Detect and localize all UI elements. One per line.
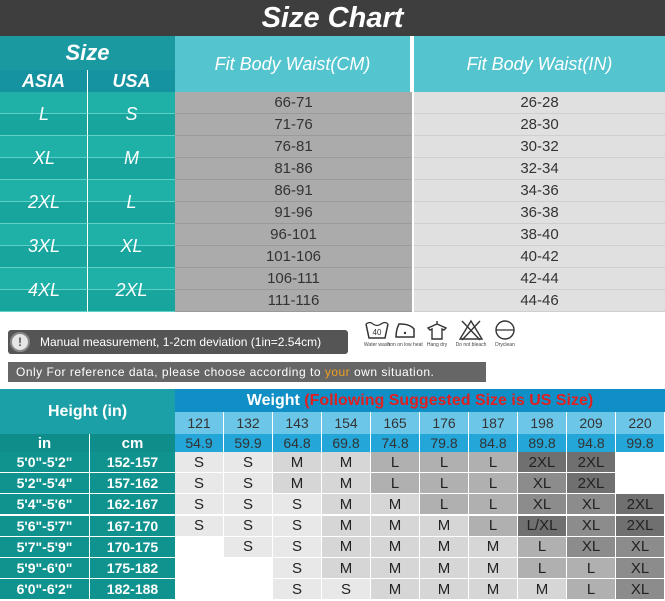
size-grid-cell: M — [322, 537, 371, 558]
size-grid-cell: L — [469, 494, 518, 515]
size-grid-cell: L — [469, 452, 518, 473]
size-grid-cell: S — [224, 494, 273, 515]
height-in-cell: 6'0"-6'2" — [0, 579, 90, 600]
size-grid-cell: M — [469, 558, 518, 579]
size-grid-cell: M — [371, 516, 420, 537]
waist-cm-cell: 111-116 — [175, 290, 412, 312]
size-grid-cell: L — [420, 494, 469, 515]
lbs-header-cell: 187 — [469, 412, 518, 434]
info-icon: ! — [10, 332, 30, 352]
waist-cm-cell: 101-106 — [175, 246, 412, 268]
asia-size-label: L — [38, 103, 49, 124]
height-header: Height (in) — [0, 389, 175, 434]
lbs-header-cell: 198 — [518, 412, 567, 434]
size-grid-cell: M — [518, 579, 567, 600]
size-grid-cell: S — [175, 516, 224, 537]
size-grid-cell: 2XL — [567, 452, 616, 473]
size-grid-cell — [224, 558, 273, 579]
cm-unit-label: cm — [90, 434, 175, 452]
size-grid-cell: M — [371, 537, 420, 558]
size-grid-cell: XL — [616, 579, 665, 600]
waist-in-cell: 40-42 — [414, 246, 665, 268]
size-grid-cell: S — [273, 579, 322, 600]
size-grid-cell: L — [518, 537, 567, 558]
size-grid-cell: M — [322, 558, 371, 579]
size-grid-cell: L/XL — [518, 516, 567, 537]
size-grid-cell: M — [420, 579, 469, 600]
size-grid-cell: XL — [616, 558, 665, 579]
size-grid-cell: M — [371, 494, 420, 515]
size-grid-cell: S — [273, 516, 322, 537]
waist-in-cell: 26-28 — [414, 92, 665, 114]
size-grid-cell: S — [175, 473, 224, 494]
weight-header: Weight (Following Suggested Size is US Size) — [175, 389, 665, 412]
kg-header-cell: 54.9 — [175, 434, 224, 452]
lbs-header-cell: 220 — [616, 412, 665, 434]
lbs-header-cell: 121 — [175, 412, 224, 434]
asia-size-label: 2XL — [27, 191, 61, 212]
size-grid-cell: S — [273, 558, 322, 579]
size-grid-cell: M — [322, 452, 371, 473]
size-grid-cell: S — [175, 452, 224, 473]
kg-header-cell: 59.9 — [224, 434, 273, 452]
kg-header-cell: 74.8 — [371, 434, 420, 452]
waist-in-cell: 32-34 — [414, 158, 665, 180]
usa-size-label: S — [125, 103, 138, 124]
waist-cm-cell: 96-101 — [175, 224, 412, 246]
size-grid-cell: L — [567, 558, 616, 579]
size-grid-cell: XL — [518, 473, 567, 494]
height-cm-cell: 157-162 — [90, 473, 175, 494]
measurement-note: Manual measurement, 1-2cm deviation (1in=2.54cm) — [8, 330, 348, 354]
size-grid-cell: XL — [567, 516, 616, 537]
size-grid-cell: M — [322, 494, 371, 515]
height-cm-cell: 162-167 — [90, 494, 175, 515]
size-grid-cell: 2XL — [567, 473, 616, 494]
usa-header: USA — [88, 70, 175, 92]
size-grid-cell: L — [371, 452, 420, 473]
waist-cm-header: Fit Body Waist(CM) — [175, 36, 412, 92]
waist-cm-cell: 76-81 — [175, 136, 412, 158]
size-grid-cell: S — [224, 473, 273, 494]
lbs-header-cell: 165 — [371, 412, 420, 434]
waist-cm-cell: 66-71 — [175, 92, 412, 114]
height-in-cell: 5'7"-5'9" — [0, 537, 90, 558]
waist-in-cell: 36-38 — [414, 202, 665, 224]
size-grid-cell: M — [273, 452, 322, 473]
height-cm-cell: 182-188 — [90, 579, 175, 600]
hang-dry-icon: Hang dry — [418, 318, 456, 358]
size-grid-cell: L — [420, 473, 469, 494]
size-grid-cell — [616, 452, 665, 473]
height-in-cell: 5'0"-5'2" — [0, 452, 90, 473]
size-grid-cell: XL — [616, 537, 665, 558]
height-cm-cell: 167-170 — [90, 516, 175, 537]
size-grid-cell — [175, 579, 224, 600]
waist-in-header: Fit Body Waist(IN) — [414, 36, 665, 92]
svg-text:40: 40 — [372, 328, 382, 337]
waist-in-cell: 34-36 — [414, 180, 665, 202]
kg-header-cell: 94.8 — [567, 434, 616, 452]
size-grid-cell: L — [567, 579, 616, 600]
size-grid-cell: L — [371, 473, 420, 494]
size-grid-cell: S — [273, 537, 322, 558]
size-grid-cell: 2XL — [616, 516, 665, 537]
lbs-header-cell: 176 — [420, 412, 469, 434]
size-grid-cell: M — [371, 558, 420, 579]
wash-40-icon: 40 Water wash — [358, 318, 396, 358]
height-in-cell: 5'9"-6'0" — [0, 558, 90, 579]
size-grid-cell: M — [273, 473, 322, 494]
size-grid-cell: L — [420, 452, 469, 473]
size-grid-cell — [175, 558, 224, 579]
size-grid-cell: S — [175, 494, 224, 515]
lbs-header-cell: 143 — [273, 412, 322, 434]
size-header: Size — [0, 36, 175, 70]
usa-size-label: L — [126, 191, 137, 212]
size-grid-cell: XL — [567, 537, 616, 558]
asia-header: ASIA — [0, 70, 88, 92]
waist-in-cell: 42-44 — [414, 268, 665, 290]
size-grid-cell — [616, 473, 665, 494]
size-grid-cell: L — [469, 516, 518, 537]
kg-header-cell: 89.8 — [518, 434, 567, 452]
waist-cm-cell: 91-96 — [175, 202, 412, 224]
asia-size-label: XL — [32, 147, 56, 168]
kg-header-cell: 99.8 — [616, 434, 665, 452]
kg-header-cell: 64.8 — [273, 434, 322, 452]
waist-cm-cell: 71-76 — [175, 114, 412, 136]
size-grid-cell: S — [224, 516, 273, 537]
iron-low-icon: Iron on low heat — [386, 318, 424, 358]
waist-in-cell: 30-32 — [414, 136, 665, 158]
kg-header-cell: 79.8 — [420, 434, 469, 452]
waist-in-cell: 38-40 — [414, 224, 665, 246]
dryclean-icon: Dryclean — [486, 318, 524, 358]
page-title: Size Chart — [0, 0, 665, 36]
no-bleach-icon: Do not bleach — [452, 318, 490, 358]
size-grid-cell: L — [469, 473, 518, 494]
lbs-header-cell: 154 — [322, 412, 371, 434]
size-grid-cell: M — [420, 537, 469, 558]
kg-header-cell: 84.8 — [469, 434, 518, 452]
usa-size-label: M — [124, 147, 139, 168]
size-grid-cell: M — [420, 516, 469, 537]
size-grid-cell: S — [322, 579, 371, 600]
asia-size-label: 3XL — [27, 235, 61, 256]
height-in-cell: 5'6"-5'7" — [0, 516, 90, 537]
size-grid-cell: M — [469, 537, 518, 558]
size-grid-cell: S — [224, 537, 273, 558]
size-grid-cell — [175, 537, 224, 558]
waist-cm-cell: 106-111 — [175, 268, 412, 290]
waist-in-cell: 44-46 — [414, 290, 665, 312]
size-grid-cell — [224, 579, 273, 600]
size-grid-cell: XL — [518, 494, 567, 515]
size-grid-cell: M — [322, 473, 371, 494]
size-grid-cell: M — [420, 558, 469, 579]
usa-size-label: 2XL — [115, 279, 148, 300]
height-cm-cell: 175-182 — [90, 558, 175, 579]
lbs-header-cell: 132 — [224, 412, 273, 434]
height-cm-cell: 152-157 — [90, 452, 175, 473]
reference-note: Only For reference data, please choose according to your own situation. — [8, 362, 486, 382]
height-cm-cell: 170-175 — [90, 537, 175, 558]
waist-cm-cell: 81-86 — [175, 158, 412, 180]
usa-size-label: XL — [120, 235, 143, 256]
kg-header-cell: 69.8 — [322, 434, 371, 452]
lbs-header-cell: 209 — [567, 412, 616, 434]
size-grid-cell: 2XL — [616, 494, 665, 515]
in-unit-label: in — [0, 434, 90, 452]
size-grid-cell: 2XL — [518, 452, 567, 473]
waist-in-cell: 28-30 — [414, 114, 665, 136]
size-grid-cell: L — [518, 558, 567, 579]
height-in-cell: 5'4"-5'6" — [0, 494, 90, 515]
size-grid-cell: S — [224, 452, 273, 473]
size-grid-cell: S — [273, 494, 322, 515]
size-grid-cell: XL — [567, 494, 616, 515]
size-grid-cell: M — [371, 579, 420, 600]
size-grid-cell: M — [469, 579, 518, 600]
height-in-cell: 5'2"-5'4" — [0, 473, 90, 494]
size-grid-cell: M — [322, 516, 371, 537]
waist-cm-cell: 86-91 — [175, 180, 412, 202]
asia-size-label: 4XL — [27, 279, 61, 300]
